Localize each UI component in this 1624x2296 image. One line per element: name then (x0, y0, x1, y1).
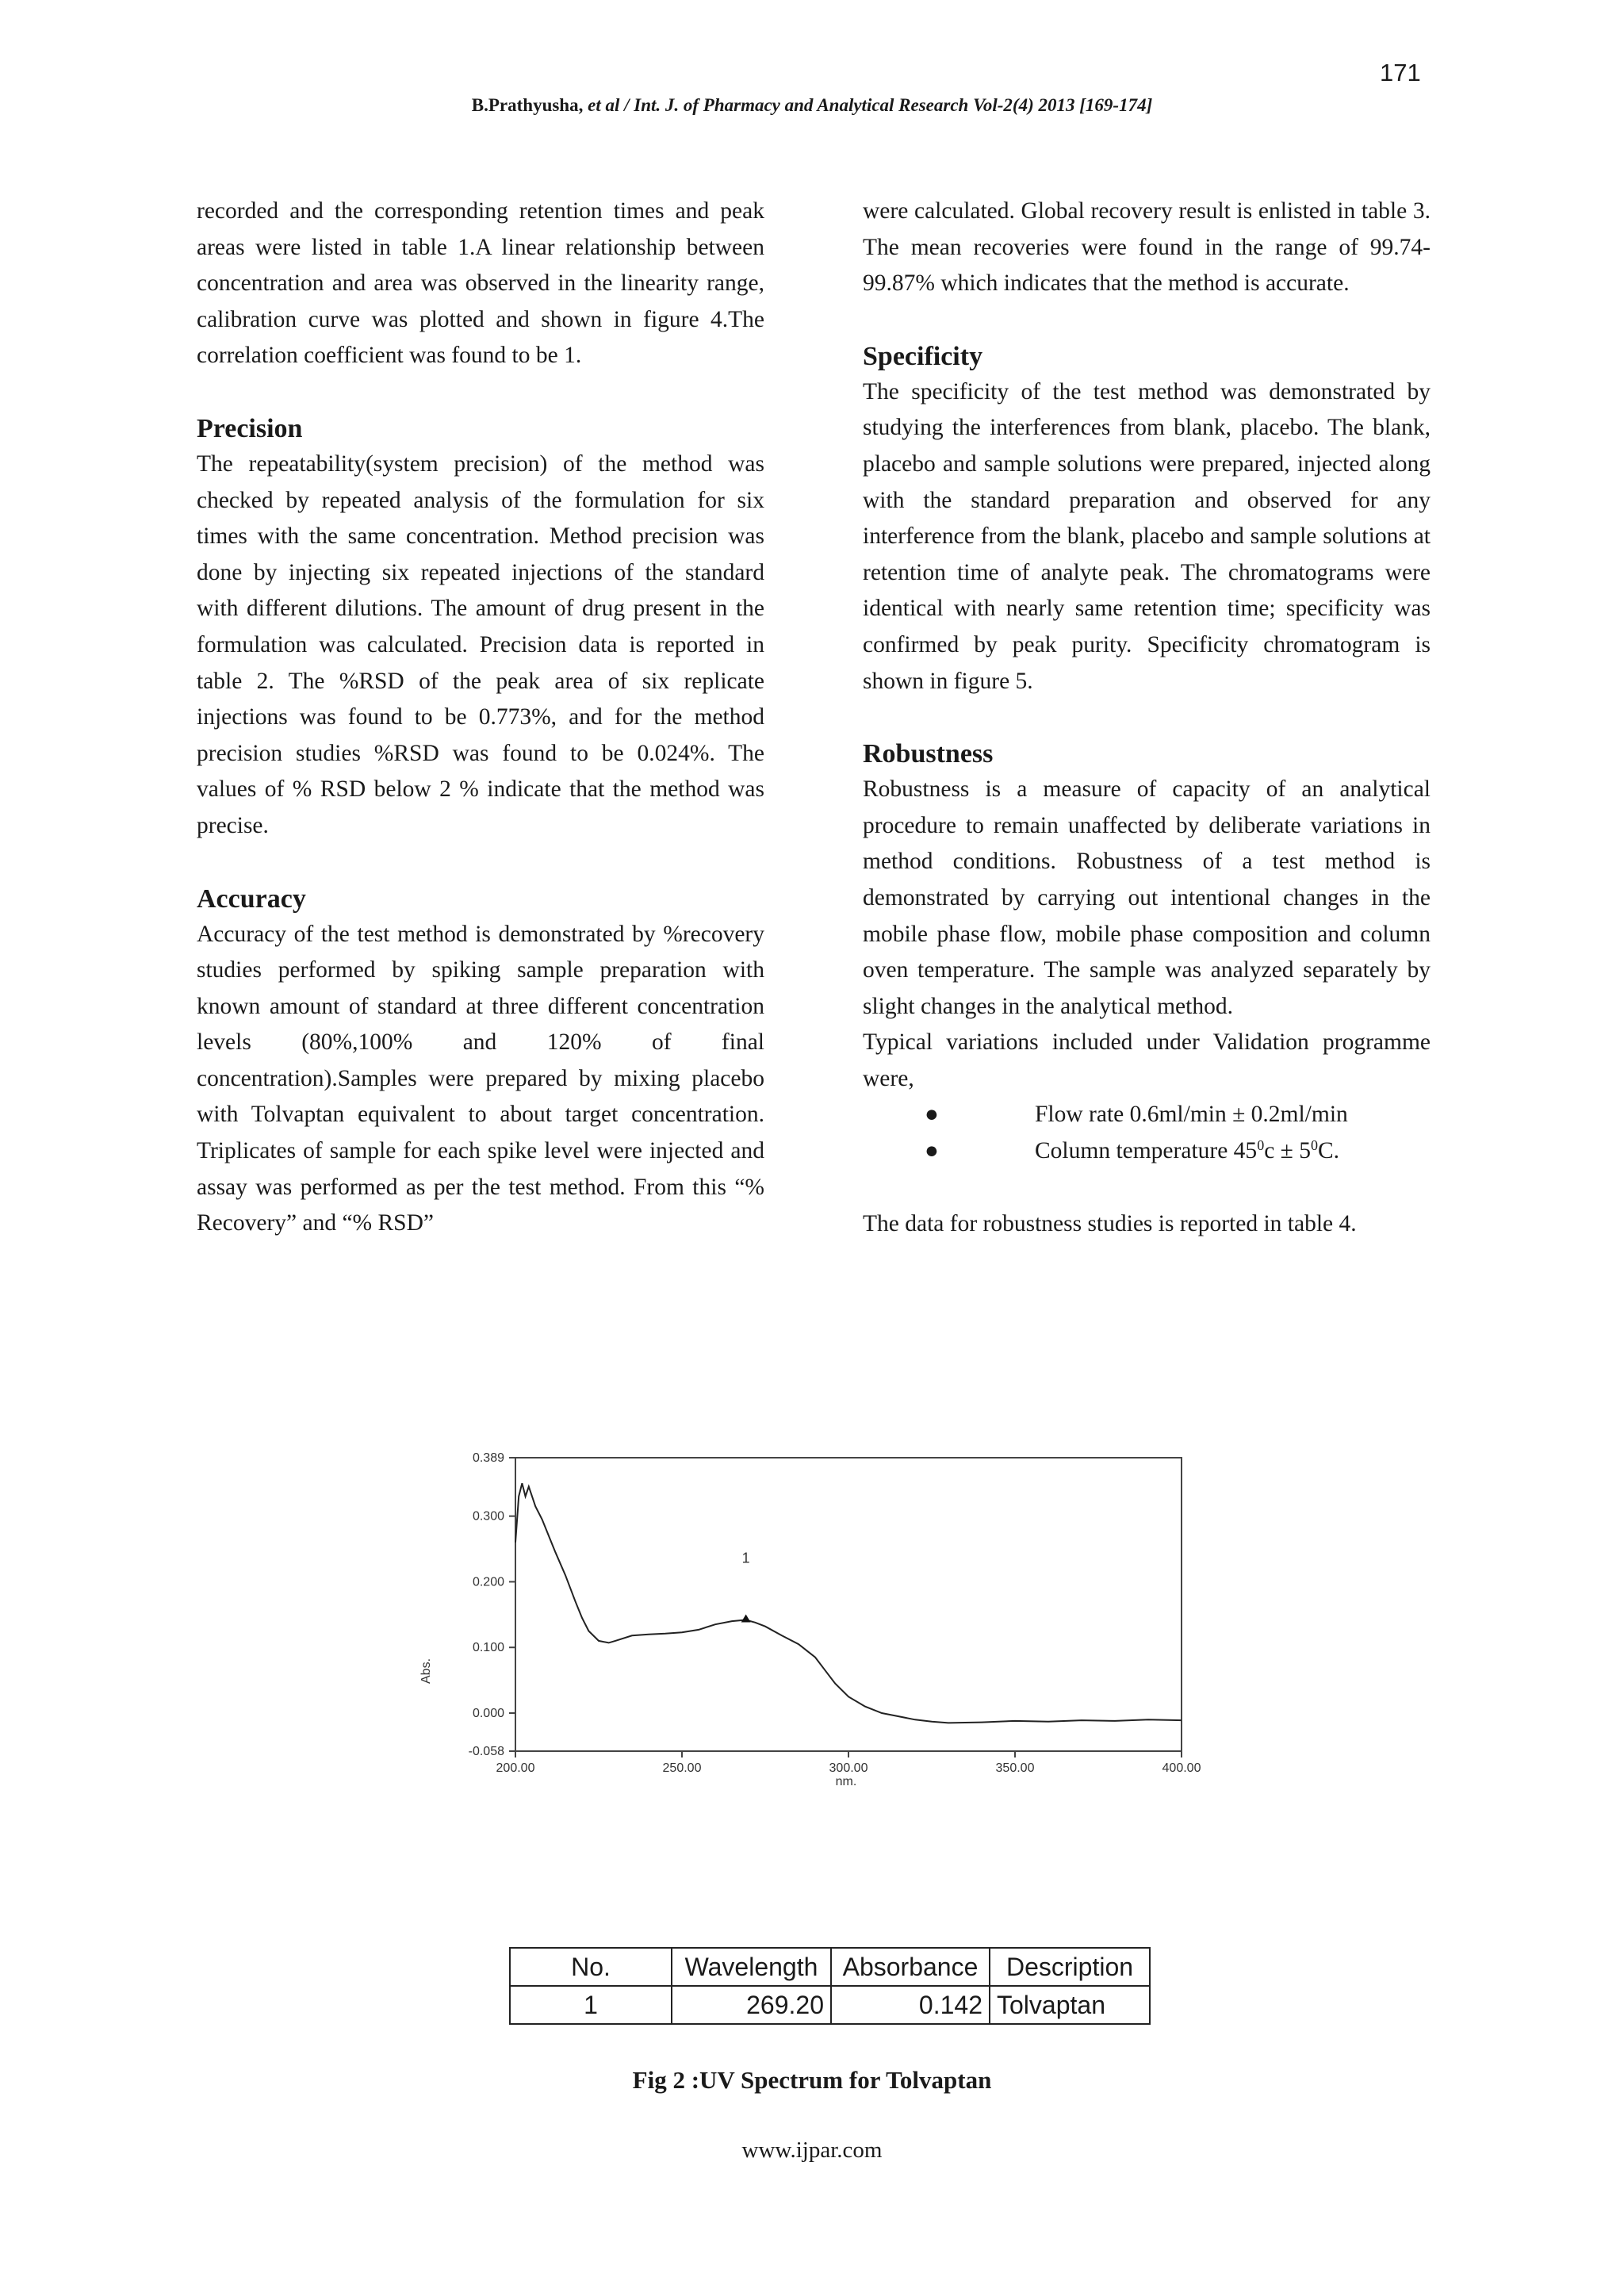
uv-spectrum-figure (412, 1439, 1205, 2042)
peak-label: 1 (741, 1550, 750, 1566)
bullet-text: C. (1317, 1138, 1340, 1164)
list-item (863, 1133, 1431, 1170)
robustness-outro-paragraph: The data for robustness studies is reported in table 4. (863, 1210, 1357, 1236)
bullet-text: Flow rate 0.6ml/min ± 0.2ml/min (1035, 1102, 1348, 1128)
specificity-paragraph: The specificity of the test method was demonstrated by studying the interferences from blank, placebo. The blank, placebo and sample solutions were prepared, injected along with the standard preparation and observed for any interference from the blank, placebo and sample solutions at retention time of analyte peak. The chromatograms were identical with nearly same retention time; specificity was confirmed by peak purity. Specificity chromatogram is shown in figure 5. (863, 378, 1431, 694)
right-column (863, 194, 1431, 1242)
y-axis-label: Abs. (419, 1658, 433, 1685)
x-tick-label: 400.00 (1162, 1761, 1201, 1775)
superscript: 0 (1257, 1137, 1265, 1154)
spectrum-line (515, 1483, 1182, 1723)
specificity-heading: Specificity (863, 341, 983, 371)
table-row (510, 1986, 1150, 2024)
column-header: Description (990, 1948, 1150, 1986)
figure-caption: Fig 2 :UV Spectrum for Tolvaptan (632, 2066, 992, 2094)
superscript: 0 (1310, 1137, 1318, 1154)
y-tick-label: 0.000 (472, 1706, 504, 1720)
column-header: No. (510, 1948, 672, 1986)
left-column (197, 194, 764, 1242)
right-intro-paragraph: were calculated. Global recovery result is enlisted in table 3. The mean recoveries were found in the range of 99.74-99.87% which indicates that the method is accurate. (863, 198, 1431, 297)
uv-spectrum-chart (412, 1439, 1205, 1931)
accuracy-heading: Accuracy (197, 884, 306, 914)
left-intro-paragraph: recorded and the corresponding retention times and peak areas were listed in table 1.A linear relationship between concentration and area was observed in the linearity range, calibration curve was plotted and shown in figure 4.The correlation coefficient was found to be 1. (197, 198, 764, 369)
table-cell: 269.20 (672, 1986, 831, 2024)
y-tick-label: 0.100 (472, 1641, 504, 1655)
header-citation: et al / Int. J. of Pharmacy and Analytical Research Vol-2(4) 2013 [169-174] (588, 95, 1153, 115)
x-tick-label: 300.00 (829, 1761, 868, 1775)
bullet-text: Column temperature 45 (1035, 1138, 1258, 1164)
bullet-text: c ± 5 (1264, 1138, 1311, 1164)
robustness-paragraph: Robustness is a measure of capacity of an analytical procedure to remain unaffected by deliberate variations in method conditions. Robustness of a test method is demonstrated by carrying out intentional changes in the mobile phase flow, mobile phase composition and column oven temperature. The sample was analyzed separately by slight changes in the analytical method. (863, 776, 1431, 1019)
table-header-row (510, 1948, 1150, 1986)
plot-frame (515, 1458, 1182, 1751)
table-cell: 0.142 (831, 1986, 990, 2024)
header-author: B.Prathyusha, (471, 95, 584, 115)
precision-heading: Precision (197, 413, 303, 443)
table-cell: Tolvaptan (990, 1986, 1150, 2024)
bullet-icon: ● (925, 1102, 939, 1128)
y-tick-label: 0.389 (472, 1451, 504, 1465)
list-item (863, 1097, 1431, 1133)
precision-paragraph: The repeatability(system precision) of the method was checked by repeated analysis of the formulation for six times with the same concentration. Method precision was done by injecting six repeated injections of the standard with different dilutions. The amount of drug present in the formulation was calculated. Precision data is reported in table 2. The %RSD of the peak area of six replicate injections was found to be 0.773%, and for the method precision studies %RSD was found to be 0.024%. The values of % RSD below 2 % indicate that the method was precise. (197, 450, 764, 838)
table-cell: 1 (510, 1986, 672, 2024)
column-header: Absorbance (831, 1948, 990, 1986)
robustness-heading: Robustness (863, 739, 994, 769)
x-tick-label: 200.00 (496, 1761, 535, 1775)
x-tick-label: 350.00 (995, 1761, 1035, 1775)
running-header (0, 95, 1624, 116)
footer-url: www.ijpar.com (741, 2137, 883, 2163)
peak-table (509, 1947, 1151, 2025)
variations-list (863, 1097, 1431, 1169)
variations-paragraph: Typical variations included under Validation programme were, (863, 1029, 1431, 1091)
x-tick-label: 250.00 (662, 1761, 702, 1775)
bullet-icon: ● (925, 1138, 939, 1164)
accuracy-paragraph: Accuracy of the test method is demonstrated by %recovery studies performed by spiking sample preparation with known amount of standard at three different concentration levels (80%,100% and 120% of final concentration).Samples were prepared by mixing placebo with Tolvaptan equivalent to about target concentration. Triplicates of sample for each spike level were injected and assay was performed as per the test method. From this “% Recovery” and “% RSD” (197, 921, 764, 1236)
y-tick-label: -0.058 (468, 1745, 504, 1758)
column-header: Wavelength (672, 1948, 831, 1986)
y-tick-label: 0.200 (472, 1575, 504, 1589)
y-tick-label: 0.300 (472, 1509, 504, 1524)
peak-marker-icon (741, 1614, 751, 1622)
x-axis-label: nm. (835, 1775, 857, 1788)
page-number: 171 (1380, 59, 1421, 86)
